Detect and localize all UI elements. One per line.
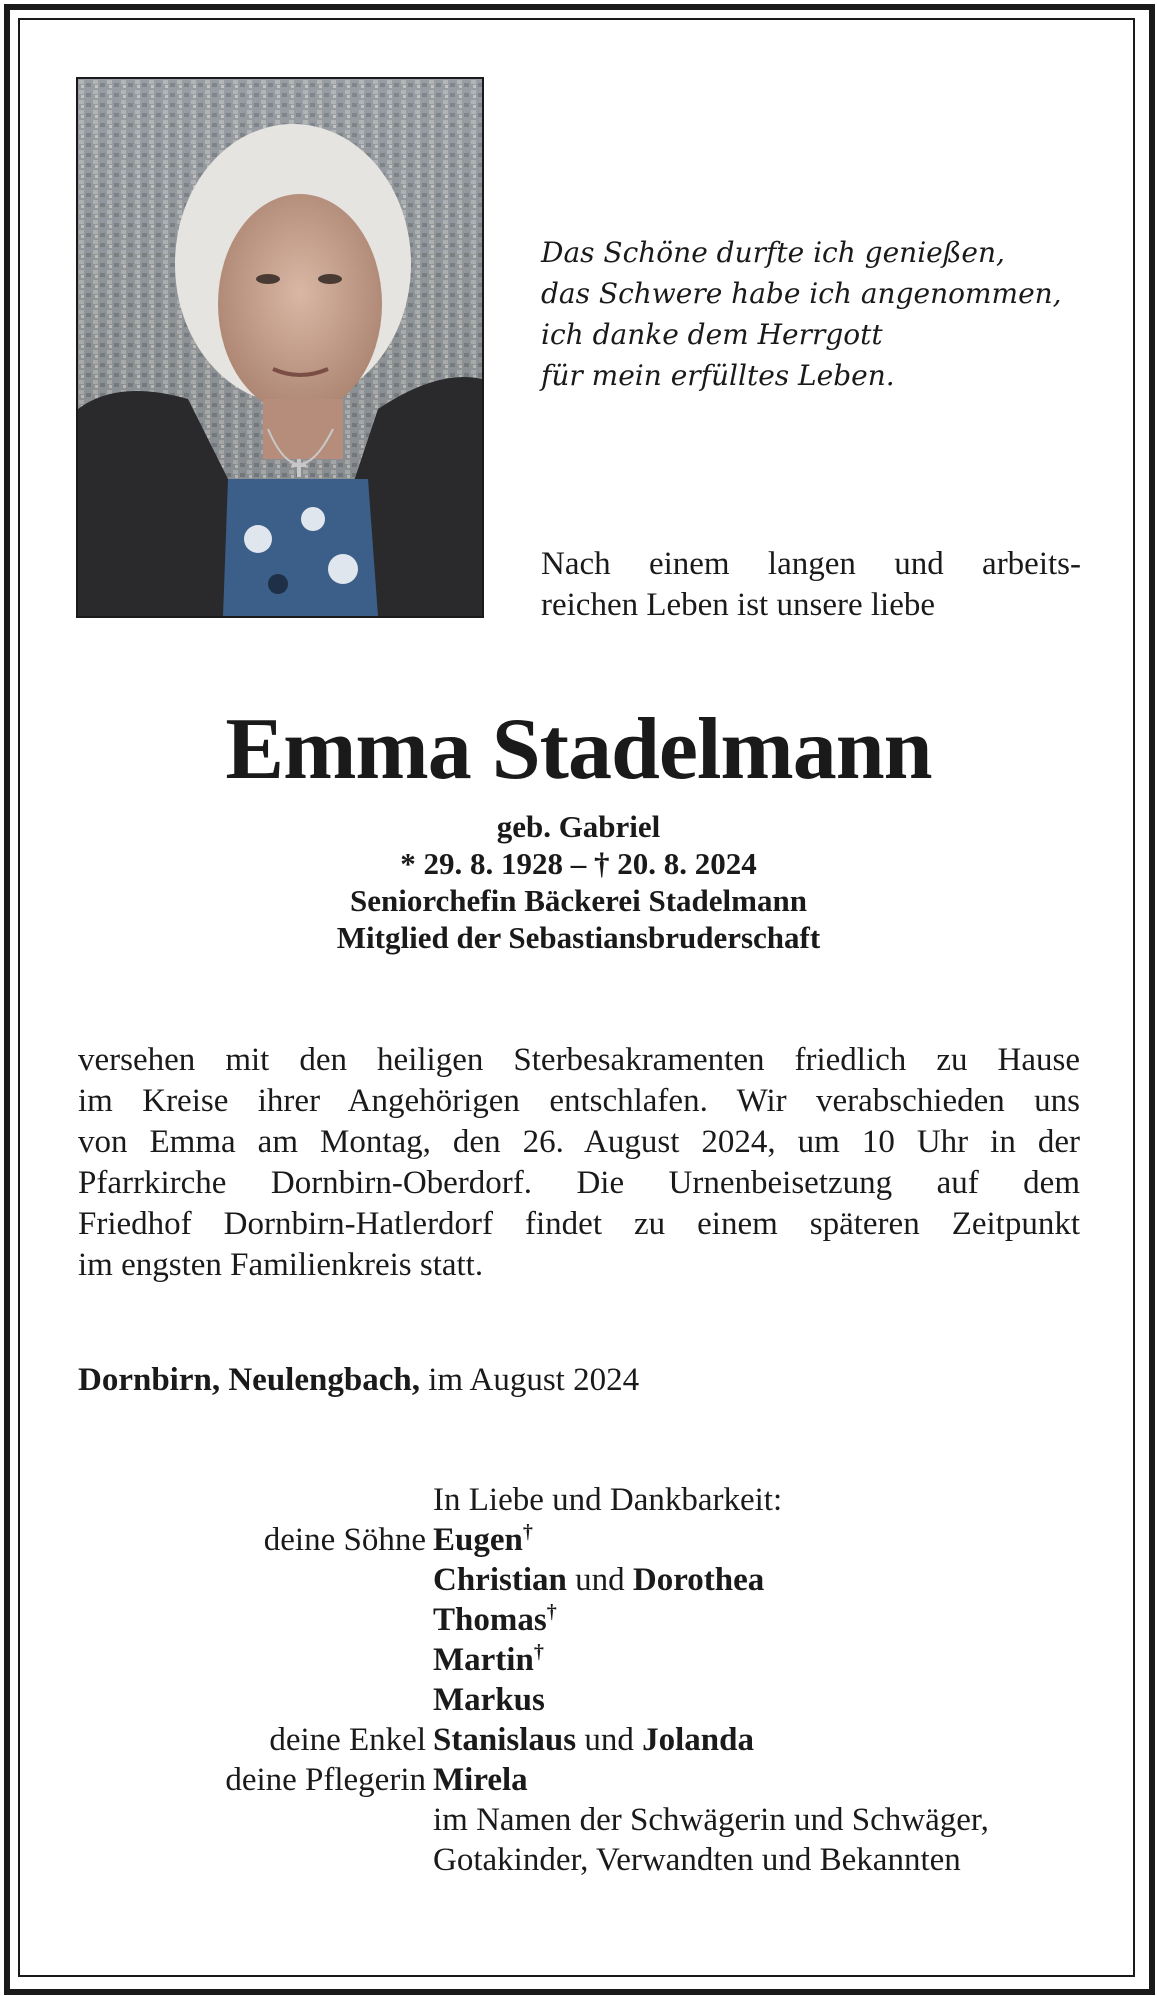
intro-line: reichen Leben ist unsere liebe	[541, 587, 935, 623]
partner-name: Dorothea	[632, 1562, 765, 1598]
maiden-name: geb. Gabriel	[496, 809, 661, 844]
son-name: Eugen	[433, 1522, 523, 1558]
body-line: im Kreise ihrer Angehörigen entschlafen. Wir verabschieden uns	[78, 1083, 1080, 1119]
intro-text	[541, 544, 1081, 626]
list-item	[78, 1560, 1088, 1600]
mourners-heading: In Liebe und Dankbarkeit:	[433, 1482, 783, 1518]
carer-name: Mirela	[433, 1762, 528, 1798]
son-name: Markus	[433, 1682, 545, 1718]
body-line: von Emma am Montag, den 26. August 2024, um 10 Uhr in der	[78, 1124, 1080, 1160]
list-item	[78, 1840, 1088, 1880]
son-name: Martin	[433, 1642, 534, 1678]
grandchildren-label: deine Enkel	[269, 1722, 426, 1758]
role-title: Seniorchefin Bäckerei Stadelmann	[350, 883, 807, 918]
portrait-photo	[76, 77, 484, 618]
motto-verse	[541, 232, 1062, 396]
dagger-mark: †	[533, 1641, 544, 1663]
dagger-mark: †	[546, 1601, 557, 1623]
life-dates: * 29. 8. 1928 – † 20. 8. 2024	[400, 846, 757, 881]
place-names: Dornbirn, Neulengbach,	[78, 1362, 420, 1398]
dagger-mark: †	[522, 1521, 533, 1543]
membership: Mitglied der Sebastiansbruderschaft	[336, 920, 821, 955]
conjunction: und	[575, 1562, 625, 1598]
sons-label: deine Söhne	[263, 1522, 426, 1558]
deceased-details	[0, 808, 1157, 956]
son-name: Thomas	[433, 1602, 547, 1638]
list-item	[78, 1720, 1088, 1760]
conjunction: und	[584, 1722, 634, 1758]
closing-line: im Namen der Schwägerin und Schwäger,	[433, 1802, 989, 1838]
deceased-name: Emma Stadelmann	[225, 701, 932, 798]
grandchild-name: Stanislaus	[433, 1722, 577, 1758]
motto-line: ich danke dem Herrgott	[541, 318, 883, 351]
announcement-body	[78, 1040, 1080, 1286]
body-line: Pfarrkirche Dornbirn-Oberdorf. Die Urnenbeisetzung auf dem	[78, 1165, 1080, 1201]
list-item	[78, 1600, 1088, 1640]
body-line: versehen mit den heiligen Sterbesakramenten friedlich zu Hause	[78, 1042, 1080, 1078]
list-item	[78, 1680, 1088, 1720]
list-item	[78, 1640, 1088, 1680]
mourners-list	[78, 1480, 1088, 1880]
list-item	[78, 1800, 1088, 1840]
body-line: Friedhof Dornbirn-Hatlerdorf findet zu einem späteren Zeitpunkt	[78, 1206, 1080, 1242]
intro-line: Nach einem langen und arbeits-	[541, 546, 1081, 582]
list-item	[78, 1520, 1088, 1560]
closing-line: Gotakinder, Verwandten und Bekannten	[433, 1842, 961, 1878]
motto-line: Das Schöne durfte ich genießen,	[541, 236, 1005, 269]
motto-line: das Schwere habe ich angenommen,	[541, 277, 1062, 310]
son-name: Christian	[433, 1562, 567, 1598]
motto-line: für mein erfülltes Leben.	[541, 359, 895, 392]
carer-label: deine Pflegerin	[225, 1762, 426, 1798]
announcement-date: im August 2024	[428, 1362, 640, 1398]
mourners-heading-row	[78, 1480, 1088, 1520]
grandchild-name: Jolanda	[642, 1722, 754, 1758]
body-line: im engsten Familienkreis statt.	[78, 1247, 484, 1283]
list-item	[78, 1760, 1088, 1800]
place-and-date	[78, 1360, 639, 1401]
